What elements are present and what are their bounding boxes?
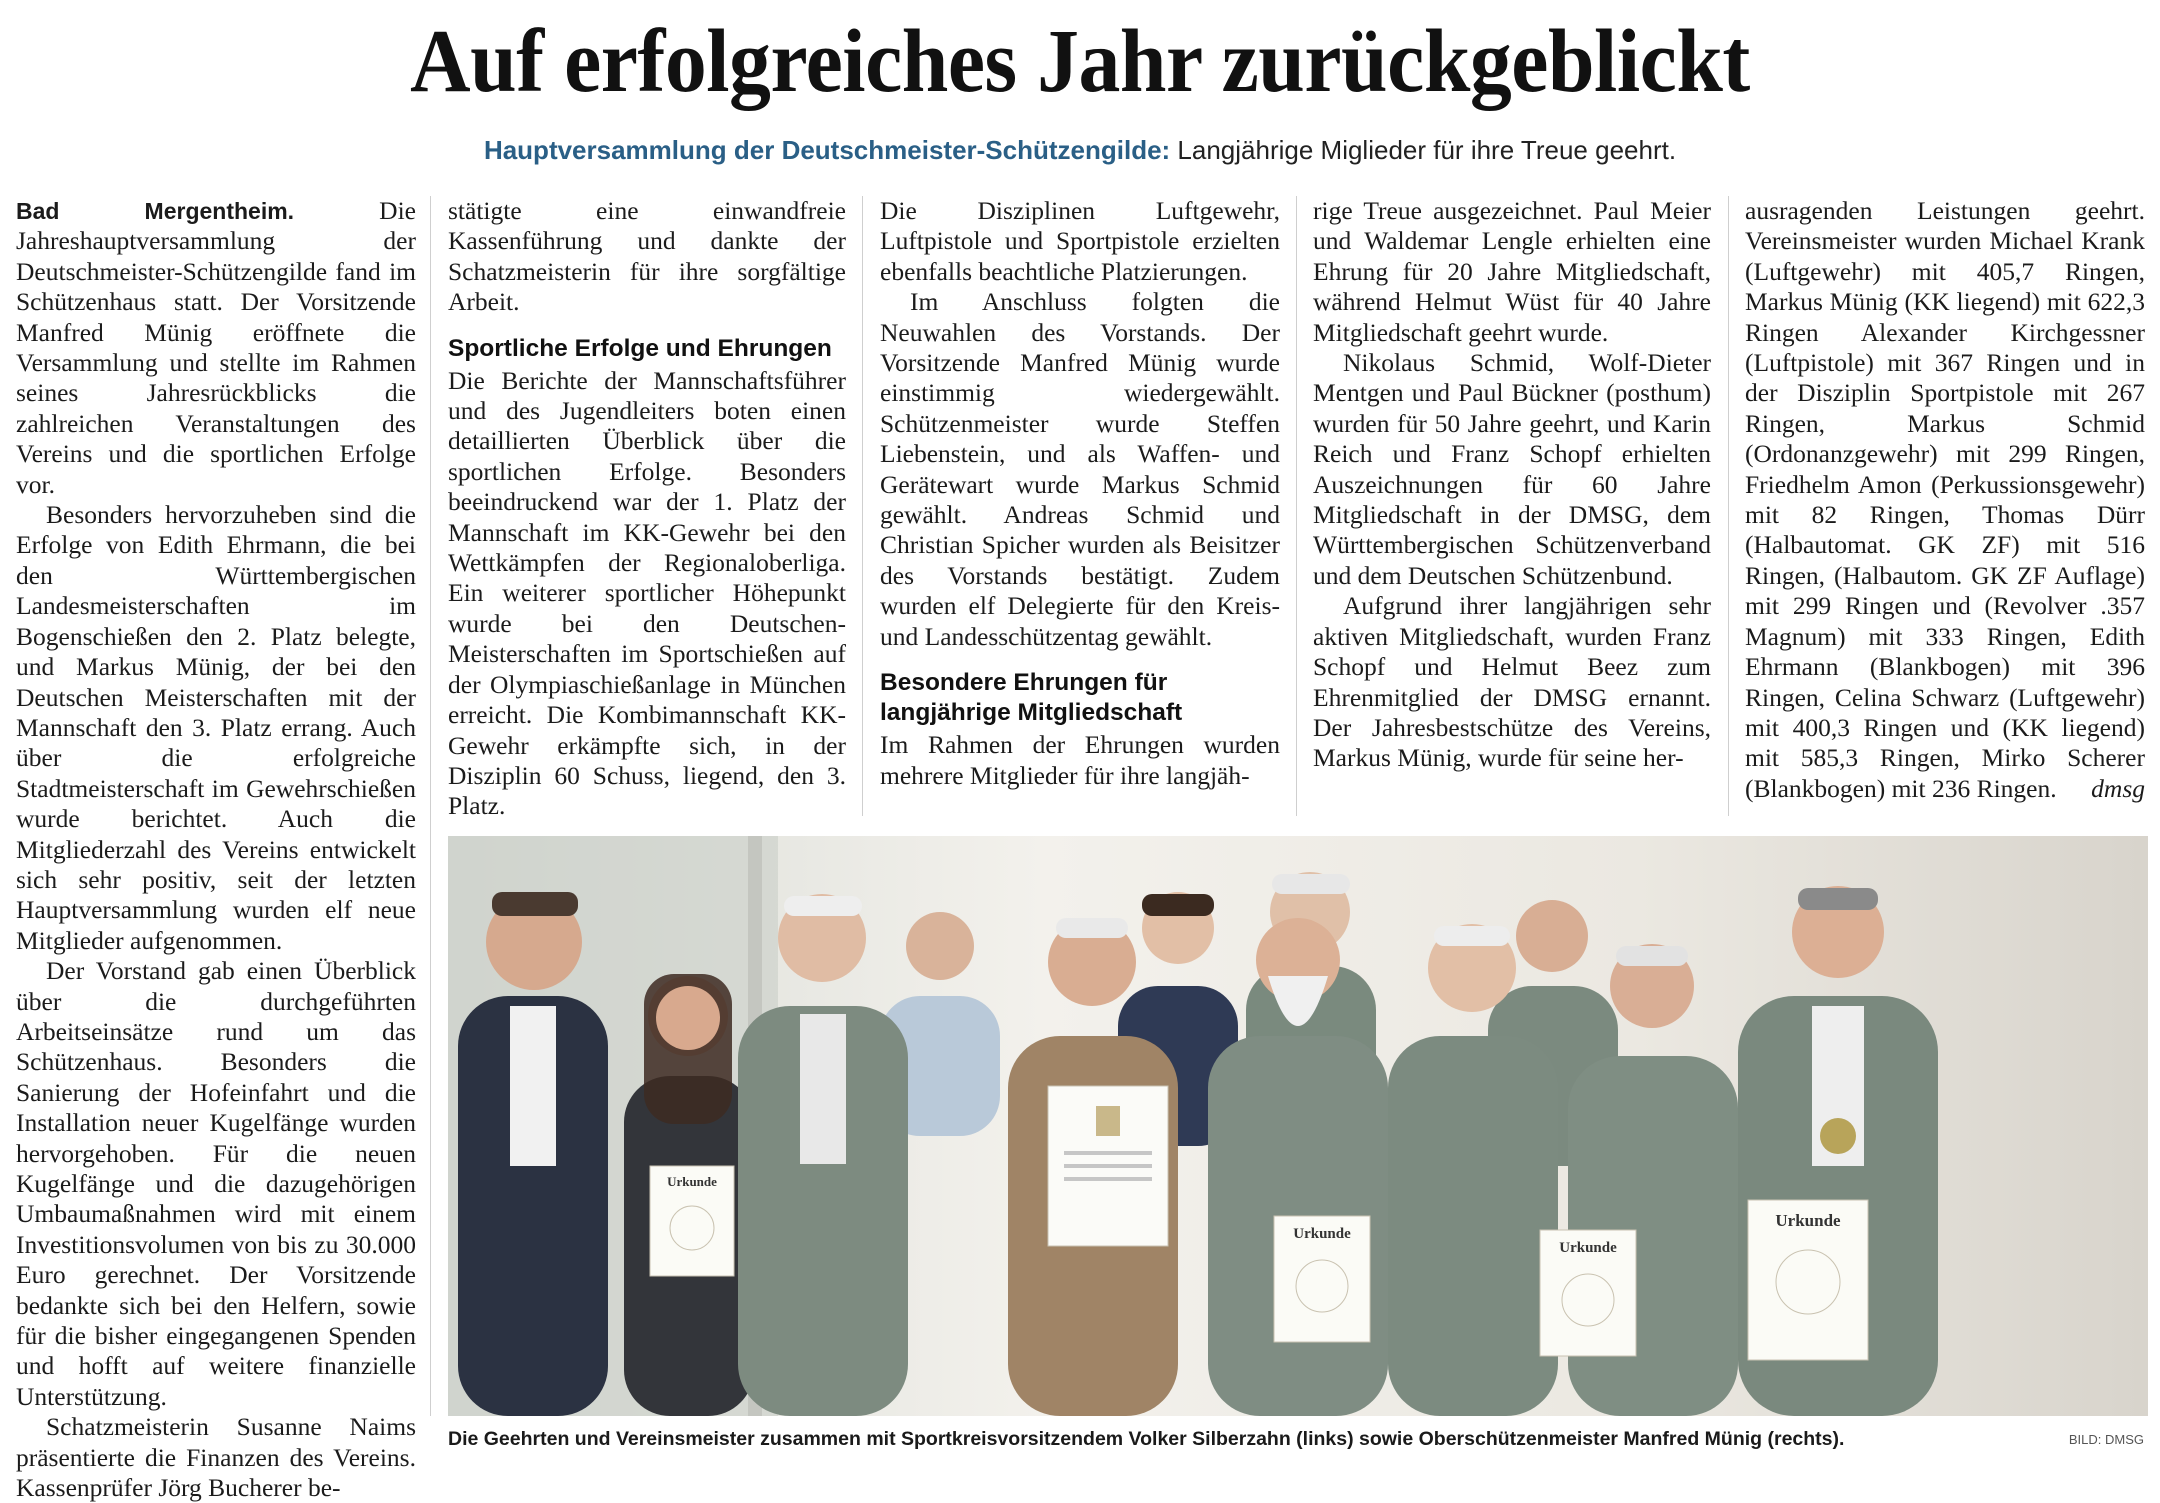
paragraph: Die Disziplinen Luftgewehr, Luftpistole und Sportpistole erzielten ebenfalls beachtliche Platzierungen. [880,196,1280,286]
dateline: Bad Mergentheim. [16,198,295,224]
paragraph-text: Die Jahreshauptversammlung der Deutschmeister-Schützengilde fand im Schützenhaus statt. Der Vorsitzende Manfred Münig eröffnete die Versammlung und stellte im Rahmen seines Jahresrückblicks die zahlreichen Veranstaltungen des Vereins und die sportlichen Erfolge vor. [16,196,416,499]
author-signature: dmsg [2091,773,2145,803]
photo-caption: Die Geehrten und Vereinsmeister zusammen mit Sportkreisvorsitzendem Volker Silberzahn (links) sowie Oberschützenmeister Manfred Münig (rechts). [448,1428,1845,1450]
certificate-title: Urkunde [667,1174,717,1189]
paragraph: Im Anschluss folgten die Neuwahlen des Vorstands. Der Vorsitzende Manfred Münig wurde einstimmig wiedergewählt. Schützenmeister wurde Steffen Liebenstein, und als Waffen- und Gerätewart wurde Markus Schmid gewählt. Andreas Schmid und Christian Spicher wurden als Beisitzer des Vorstands bestätigt. Zudem wurden elf Delegierte für den Kreis- und Landesschützentag gewählt. [880,287,1280,651]
column-5 [1745,196,2145,804]
paragraph-text: ausragenden Leistungen geehrt. Vereinsmeister wurden Michael Krank (Luftgewehr) mit 405,7 Ringen, Markus Münig (KK liegend) mit 622,3 Ringen Alexander Kirchgessner (Luftpistole) mit 367 Ringen und in der Disziplin Sportpistole mit 267 Ringen, Markus Schmid (Ordonanzgewehr) mit 299 Ringen, Friedhelm Amon (Perkussionsgewehr) mit 82 Ringen, Thomas Dürr (Halbautomat. GK ZF) mit 516 Ringen, (Halbautom. GK ZF Auflage) mit 299 Ringen und (Revolver .357 Magnum) mit 333 Ringen, Edith Ehrmann (Blankbogen) mit 396 Ringen, Celina Schwarz (Luftgewehr) mit 400,3 Ringen und (KK liegend) mit 585,3 Ringen, Mirko Scherer (Blankbogen) mit 236 Ringen. [1745,196,2145,803]
certificate-title: Urkunde [1293,1226,1351,1242]
certificate [650,1166,734,1276]
subheading: Sportliche Erfolge und Ehrungen [448,334,832,362]
group-photo [448,836,2148,1416]
paragraph: Die Berichte der Mannschaftsführer und des Jugendleiters boten einen detaillierten Überblick über die sportlichen Erfolge. Besonders beeindruckend war der 1. Platz der Mannschaft im KK-Gewehr bei den Wettkämpfen der Regionaloberliga. Ein weiterer sportlicher Höhepunkt wurde bei den Deutschen-Meisterschaften im Sportschießen auf der Olympiaschießanlage in München erreicht. Die Kombimannschaft KK-Gewehr erkämpfte sich, in der Disziplin 60 Schuss, liegend, den 3. Platz. [448,365,846,821]
paragraph: Schatzmeisterin Susanne Naims präsentierte die Finanzen des Vereins. Kassenprüfer Jörg Bucherer be- [16,1412,416,1503]
certificate [1540,1230,1636,1356]
certificate-title: Urkunde [1775,1211,1841,1230]
column-1 [16,196,416,1503]
paragraph: Der Vorstand gab einen Überblick über die durchgeführten Arbeitseinsätze rund um das Schützenhaus. Besonders die Sanierung der Hofeinfahrt und die Installation neuer Kugelfänge wurden hervorgehoben. Für die neuen Kugelfänge und die dazugehörigen Umbaumaßnahmen wird mit einem Investitionsvolumen von bis zu 30.000 Euro gerechnet. Der Vorsitzende bedankte sich bei den Helfern, sowie für die bisher eingegangenen Spenden und hofft auf weitere finanzielle Unterstützung. [16,956,416,1411]
paragraph [16,196,416,500]
column-divider [1296,196,1297,816]
certificate [1748,1200,1868,1360]
paragraph: Nikolaus Schmid, Wolf-Dieter Mentgen und Paul Bückner (posthum) wurden für 50 Jahre geehrt, und Karin Reich und Franz Schopf erhielten Auszeichnungen für 60 Jahre Mitgliedschaft in der DMSG, dem Württembergischen Schützenverband und dem Deutschen Schützenbund. [1313,348,1711,590]
paragraph: stätigte eine einwandfreie Kassenführung und dankte der Schatzmeisterin für ihre sorgfältige Arbeit. [448,196,846,317]
headline: Auf erfolgreiches Jahr zurückgeblickt [410,12,1750,111]
photo-credit: BILD: DMSG [2068,1432,2144,1447]
group-photo-illustration [448,836,2148,1416]
paragraph [1745,196,2145,804]
paragraph: Aufgrund ihrer langjährigen sehr aktiven Mitgliedschaft, wurden Franz Schopf und Helmut Beez zum Ehrenmitglied der DMSG ernannt. Der Jahresbestschütze des Vereins, Markus Münig, wurde für seine her- [1313,591,1711,773]
column-2 [448,196,846,822]
certificate [1274,1216,1370,1342]
paragraph: Im Rahmen der Ehrungen wurden mehrere Mitglieder für ihre langjäh- [880,730,1280,790]
certificate [1048,1086,1168,1246]
certificate-title: Urkunde [1559,1240,1617,1256]
paragraph: Besonders hervorzuheben sind die Erfolge von Edith Ehrmann, die bei den Württembergischen Landesmeisterschaften im Bogenschießen den 2. Platz belegte, und Markus Münig, der bei den Deutschen Meisterschaften mit der Mannschaft den 3. Platz errang. Auch über die erfolgreiche Stadtmeisterschaft im Gewehrschießen wurde berichtet. Auch die Mitgliederzahl des Vereins entwickelt sich sehr positiv, seit der letzten Hauptversammlung wurden elf neue Mitglieder aufgenommen. [16,500,416,955]
paragraph: rige Treue ausgezeichnet. Paul Meier und Waldemar Lengle erhielten eine Ehrung für 20 Jahre Mitgliedschaft, während Helmut Wüst für 40 Jahre Mitgliedschaft geehrt wurde. [1313,196,1711,347]
column-divider [862,196,863,816]
subtitle [0,132,2160,168]
column-3 [880,196,1280,791]
subtitle-text: Langjährige Miglieder für ihre Treue geehrt. [1170,135,1677,165]
column-4 [1313,196,1711,774]
column-divider [1728,196,1729,816]
kicker: Hauptversammlung der Deutschmeister-Schützengilde: [483,135,1171,165]
column-divider [430,196,431,1416]
subheading: Besondere Ehrungen für langjährige Mitgliedschaft [880,669,1183,727]
